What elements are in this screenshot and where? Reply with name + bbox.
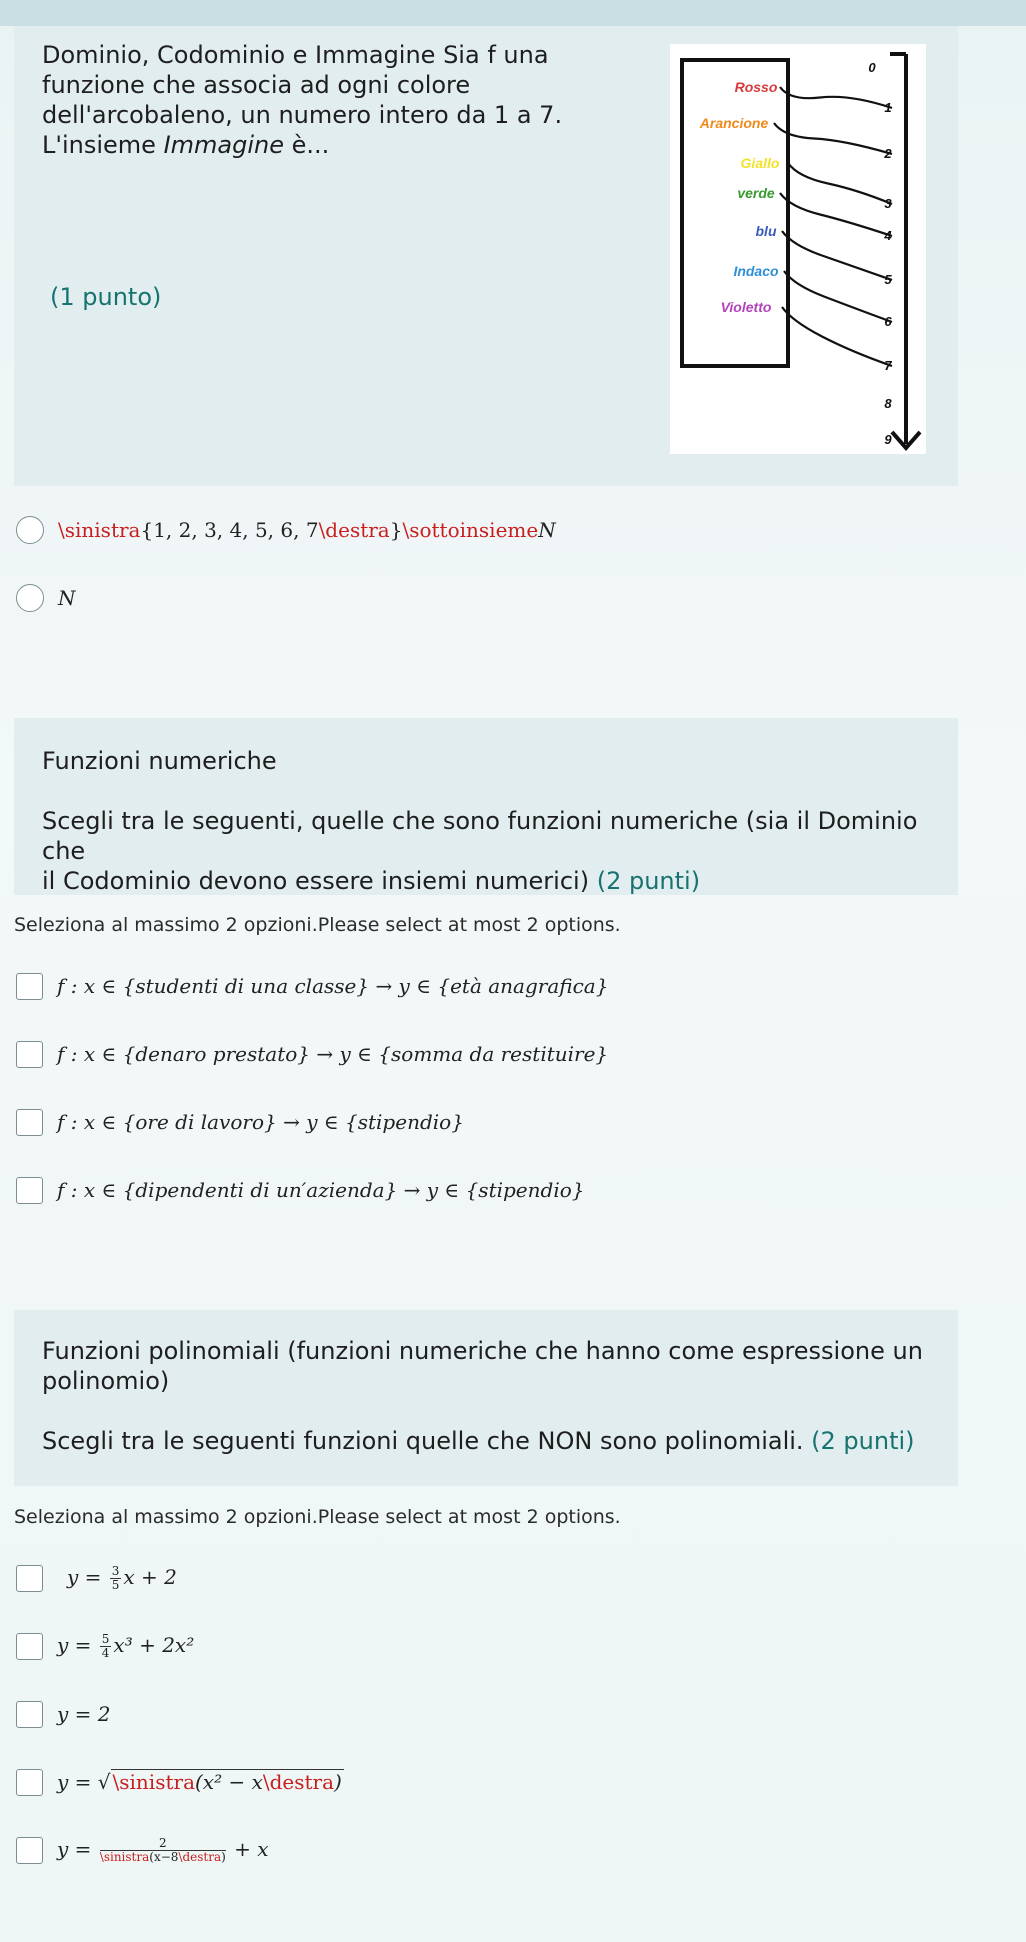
- color-label-verde: verde: [737, 185, 775, 201]
- mapping-curve: [788, 163, 892, 204]
- top-bar: [0, 0, 1026, 26]
- q2-option-3[interactable]: [16, 1106, 464, 1138]
- number-label-4: 4: [884, 228, 892, 243]
- mapping-curve: [784, 271, 892, 322]
- question-2-text: Scegli tra le seguenti, quelle che sono funzioni numeriche (sia il Dominio che il Codominio devono essere insiemi numerici) (2 punti): [42, 807, 918, 895]
- number-label-0: 0: [868, 60, 876, 75]
- color-label-arancione: Arancione: [699, 115, 769, 131]
- checkbox[interactable]: [16, 1109, 43, 1136]
- question-3-title: Funzioni polinomiali (funzioni numeriche che hanno come espressione un polinomio): [42, 1337, 923, 1395]
- mapping-curve: [780, 87, 892, 108]
- option-label: y = $\frac{2}{\text{\textbackslash{}sinistra(x−8\textbackslash{}destra)}}$ + x: [57, 1835, 269, 1864]
- option-label: y = $\frac{3}{5}$ x + 2: [67, 1563, 177, 1592]
- q3-hint: Seleziona al massimo 2 opzioni.Please select at most 2 options.: [14, 1506, 621, 1528]
- option-label: f : x ∈ {dipendenti di un′azienda} → y ∈ {stipendio}: [57, 1178, 585, 1202]
- mapping-curve: [780, 193, 892, 236]
- color-label-indaco: Indaco: [733, 263, 779, 279]
- checkbox[interactable]: [16, 1041, 43, 1068]
- color-label-giallo: Giallo: [740, 155, 780, 171]
- question-3-text: Scegli tra le seguenti funzioni quelle che NON sono polinomiali. (2 punti): [42, 1427, 915, 1455]
- question-1-points: (1 punto): [50, 283, 162, 311]
- option-label: y = 2: [57, 1702, 111, 1726]
- checkbox[interactable]: [16, 973, 43, 1000]
- q2-option-1[interactable]: [16, 970, 608, 1002]
- q3-option-4[interactable]: [16, 1766, 344, 1798]
- q1-option-2[interactable]: [16, 582, 76, 614]
- question-2-title: Funzioni numeriche: [42, 747, 277, 775]
- q3-option-3[interactable]: [16, 1698, 111, 1730]
- option-label: y = $\frac{5}{4}$ x³ + 2x²: [57, 1631, 195, 1660]
- number-label-9: 9: [884, 432, 892, 447]
- question-3-card: [14, 1310, 958, 1486]
- number-label-6: 6: [884, 314, 892, 329]
- q1-option-1[interactable]: [16, 514, 556, 546]
- color-label-blu: blu: [755, 223, 777, 239]
- q3-option-2[interactable]: [16, 1630, 194, 1662]
- question-2-card: [14, 718, 958, 895]
- color-mapping-diagram: [670, 44, 926, 454]
- mapping-curve: [782, 231, 892, 280]
- domain-box: [682, 60, 788, 366]
- checkbox[interactable]: [16, 1565, 43, 1592]
- mapping-curve: [774, 123, 892, 154]
- number-label-3: 3: [884, 196, 892, 211]
- q2-hint: Seleziona al massimo 2 opzioni.Please select at most 2 options.: [14, 914, 621, 936]
- color-label-rosso: Rosso: [734, 79, 778, 95]
- color-label-violetto: Violetto: [720, 299, 772, 315]
- number-label-8: 8: [884, 396, 892, 411]
- checkbox[interactable]: [16, 1177, 43, 1204]
- radio-button[interactable]: [16, 584, 44, 612]
- checkbox[interactable]: [16, 1633, 43, 1660]
- checkbox[interactable]: [16, 1769, 43, 1796]
- q2-option-2[interactable]: [16, 1038, 608, 1070]
- q2-option-4[interactable]: [16, 1174, 585, 1206]
- number-label-1: 1: [884, 100, 892, 115]
- option-label: f : x ∈ {studenti di una classe} → y ∈ {età anagrafica}: [57, 974, 609, 998]
- radio-button[interactable]: [16, 516, 44, 544]
- option-label: f : x ∈ {denaro prestato} → y ∈ {somma da restituire}: [57, 1042, 609, 1066]
- question-1-text: Dominio, Codominio e Immagine Sia f una funzione che associa ad ogni colore dell'arcobaleno, un numero intero da 1 a 7. L'insieme Immagine è...: [42, 41, 563, 159]
- q3-option-5[interactable]: [16, 1834, 269, 1866]
- checkbox[interactable]: [16, 1837, 43, 1864]
- number-label-2: 2: [884, 146, 892, 161]
- option-label: N: [58, 586, 76, 610]
- q3-option-1[interactable]: [16, 1562, 177, 1594]
- checkbox[interactable]: [16, 1701, 43, 1728]
- diagram-svg: [670, 44, 926, 454]
- option-label: y = √ \sinistra(x² − x\destra): [57, 1770, 342, 1794]
- option-label: f : x ∈ {ore di lavoro} → y ∈ {stipendio}: [57, 1110, 464, 1134]
- option-label: \sinistra{1, 2, 3, 4, 5, 6, 7\destra}\sottoinsiemeN: [58, 518, 556, 542]
- number-label-5: 5: [884, 272, 892, 287]
- number-label-7: 7: [884, 358, 892, 373]
